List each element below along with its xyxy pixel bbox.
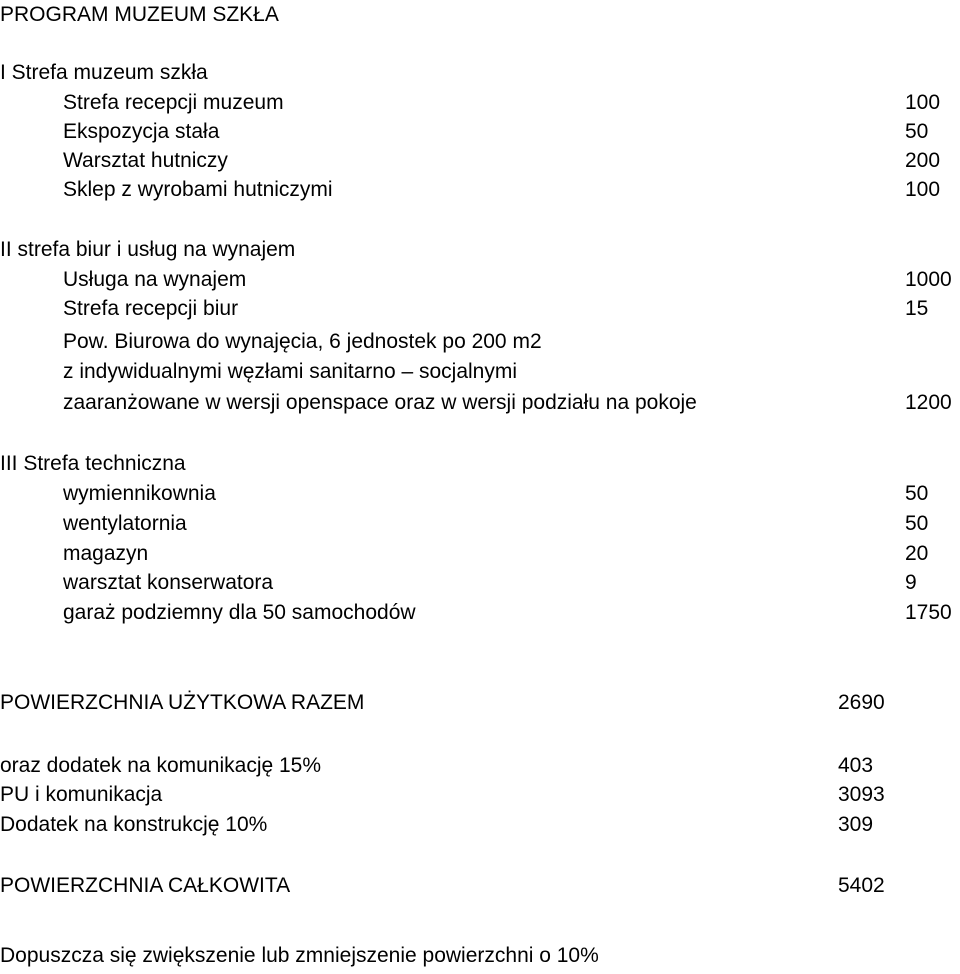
- item-label: magazyn: [63, 542, 149, 565]
- item-value: 1000: [905, 268, 952, 291]
- office-line-3: zaaranżowane w wersji openspace oraz w wersji podziału na pokoje: [63, 391, 697, 414]
- construction-label: Dodatek na konstrukcję 10%: [0, 813, 268, 836]
- item-value: 1750: [905, 601, 952, 624]
- total-area-label: POWIERZCHNIA CAŁKOWITA: [0, 874, 291, 897]
- tolerance-note: Dopuszcza się zwiększenie lub zmniejszenie powierzchni o 10%: [0, 944, 599, 967]
- office-value: 1200: [905, 391, 952, 414]
- item-label: wentylatornia: [63, 512, 187, 535]
- construction-value: 309: [838, 813, 874, 836]
- item-label: Sklep z wyrobami hutniczymi: [63, 178, 333, 201]
- item-value: 20: [905, 542, 929, 565]
- usable-area-value: 2690: [838, 691, 885, 714]
- item-label: Strefa recepcji biur: [63, 297, 239, 320]
- item-label: Strefa recepcji muzeum: [63, 91, 284, 114]
- item-value: 100: [905, 178, 941, 201]
- section-2-heading: II strefa biur i usług na wynajem: [0, 238, 296, 261]
- item-label: Warsztat hutniczy: [63, 149, 228, 172]
- item-label: garaż podziemny dla 50 samochodów: [63, 601, 416, 624]
- total-area-value: 5402: [838, 874, 885, 897]
- item-value: 50: [905, 482, 929, 505]
- office-line-1: Pow. Biurowa do wynajęcia, 6 jednostek po 200 m2: [63, 330, 542, 353]
- item-value: 9: [905, 571, 917, 594]
- item-value: 15: [905, 297, 929, 320]
- communication-label: oraz dodatek na komunikację 15%: [0, 754, 322, 777]
- item-label: Ekspozycja stała: [63, 120, 220, 143]
- item-label: wymiennikownia: [63, 482, 216, 505]
- item-label: warsztat konserwatora: [63, 571, 274, 594]
- section-3-heading: III Strefa techniczna: [0, 452, 186, 475]
- pu-communication-value: 3093: [838, 783, 885, 806]
- item-label: Usługa na wynajem: [63, 268, 247, 291]
- office-line-2: z indywidualnymi węzłami sanitarno – socjalnymi: [63, 360, 518, 383]
- item-value: 200: [905, 149, 941, 172]
- item-value: 50: [905, 120, 929, 143]
- usable-area-label: POWIERZCHNIA UŻYTKOWA RAZEM: [0, 691, 365, 714]
- section-1-heading: I Strefa muzeum szkła: [0, 61, 208, 84]
- item-value: 100: [905, 91, 941, 114]
- pu-communication-label: PU i komunikacja: [0, 783, 163, 806]
- communication-value: 403: [838, 754, 874, 777]
- item-value: 50: [905, 512, 929, 535]
- document-title: PROGRAM MUZEUM SZKŁA: [0, 3, 279, 26]
